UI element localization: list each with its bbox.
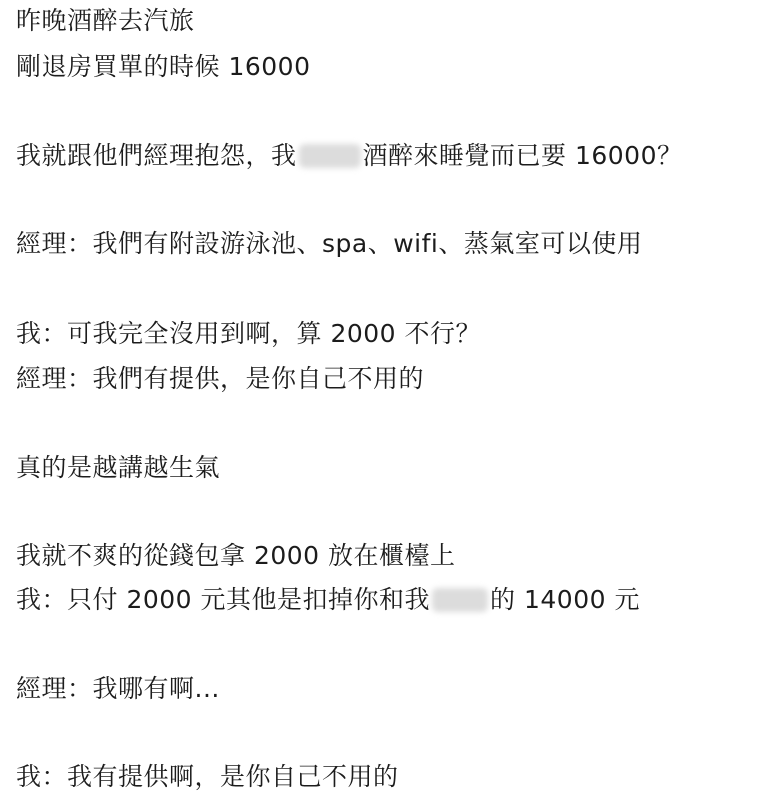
post-line-text: 我就跟他們經理抱怨，我 [16, 141, 297, 170]
post-line: 我：可我完全沒用到啊，算 2000 不行？ [16, 319, 482, 348]
post-line: 經理：我哪有啊... [16, 674, 220, 703]
post-line: 昨晚酒醉去汽旅 [16, 6, 195, 35]
post-line: 真的是越講越生氣 [16, 453, 221, 482]
post-line: 經理：我們有提供，是你自己不用的 [16, 364, 425, 393]
post-line: 我：我有提供啊，是你自己不用的 [16, 762, 399, 791]
post-line [16, 583, 640, 617]
post-line: 經理：我們有附設游泳池、spa、wifi、蒸氣室可以使用 [16, 229, 643, 258]
post-line: 剛退房買單的時候 16000 [16, 52, 311, 81]
post-line-text: 的 14000 元 [490, 585, 640, 614]
post-line: 我就不爽的從錢包拿 2000 放在櫃檯上 [16, 541, 456, 570]
censored-text-blur [432, 588, 488, 612]
post-line [16, 139, 683, 173]
post-line-text: 我：只付 2000 元其他是扣掉你和我 [16, 585, 431, 614]
post-line-text: 酒醉來睡覺而已要 16000？ [362, 141, 683, 170]
censored-text-blur [299, 144, 361, 168]
